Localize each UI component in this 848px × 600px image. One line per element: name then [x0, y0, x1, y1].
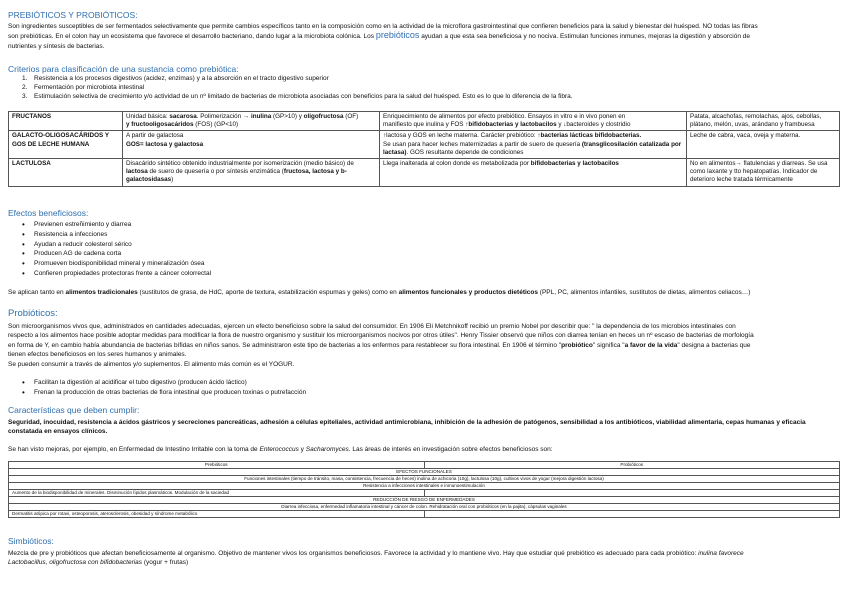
- intro-text: son prebióticas. En el colon hay un ecosistema que favorece el desarrollo bacteriano, dando lugar a la microbiota colónica. Los: [8, 33, 375, 41]
- cell-text: (OF): [343, 113, 359, 120]
- table-cell: No en alimentos→ flatulencias y diarreas. Se usa como laxante y tto hepatopatías. Indicador de deterioro leche tratada térmicamente: [687, 159, 840, 187]
- table-row: [9, 462, 840, 469]
- para-text: . Las áreas de interés en investigación sobre efectos beneficiosos son:: [348, 446, 553, 453]
- research-areas-table: [8, 461, 840, 518]
- cell-text: y ↓bacteroides y clostridio: [556, 121, 631, 129]
- intro-line-1: Son ingredientes susceptibles de ser fermentados selectivamente que permite cambios específicos tanto en la composición como en la actividad de la microflora gastrointestinal que confieren beneficios para la salud y bienestar del huésped. NO todas las fibras: [8, 23, 758, 30]
- table-cell: Leche de cabra, vaca, oveja y materna.: [687, 131, 840, 159]
- table-cell: [380, 159, 687, 187]
- para-text: a favor de la vida: [624, 341, 678, 349]
- table-cell: Diarrea infecciosa, enfermedad inflamatoria intestinal y cáncer de colon. Rehidratación oral con probióticos (en la pajita), cápsulas vaginales: [9, 504, 840, 511]
- table-header: Prebióticos: [9, 462, 425, 469]
- para-text: Mezcla de pre y probióticos que afectan beneficiosamente al organismo. Objetivo de mantener vivos los organismos beneficiosos. Favorece la actividad y lo mantiene vivo. Hay que estudiar qué prebiótico es adecuado para cada probiótico:: [8, 550, 699, 557]
- list-item: • Frenan la producción de otras bacterias de flora intestinal que producen toxinas o putrefacción: [22, 388, 306, 398]
- para-line: [8, 549, 840, 558]
- cell-text: lactosa: [126, 168, 148, 176]
- list-item: • Producen AG de cadena corta: [22, 249, 211, 259]
- cell-text: Unidad básica:: [126, 113, 170, 120]
- effects-heading: Efectos beneficiosos:: [8, 208, 89, 218]
- para-text: Sacharomyces: [305, 446, 349, 453]
- intro-paragraph: [8, 22, 840, 51]
- table-cell: GALACTO-OLIGOSACÁRIDOS Y GOS DE LECHE HUMANA: [9, 131, 123, 159]
- table-row: [9, 483, 840, 490]
- para-text: probiótico: [561, 341, 593, 349]
- cell-text: de suero de quesería o por síntesis enzimática (: [147, 168, 284, 176]
- list-number: 1.: [22, 75, 28, 82]
- table-cell: Aumento de la biodisponibilidad de minerales. Disminución lípidos plasmáticos. Modulación de la saciedad: [9, 490, 425, 497]
- cell-text: manifiesto que inulina y FOS: [383, 121, 466, 129]
- cell-text: ↑bacterias lácticas bifidobacterias.: [537, 132, 642, 140]
- table-row: [9, 497, 840, 504]
- characteristics-heading: Características que deben cumplir:: [8, 405, 140, 415]
- probiotics-heading: Probióticos:: [8, 308, 58, 319]
- para-text: inulina favorece: [698, 550, 744, 557]
- criteria-list: [22, 75, 573, 101]
- list-number: 3.: [22, 92, 28, 100]
- table-header: Probióticos: [424, 462, 840, 469]
- para-text: (sustitutos de grasa, de HdC, aporte de textura, estabilización espumas y geles) como en: [137, 289, 399, 296]
- list-item: • Promueven biodisponibilidad mineral y mineralización ósea: [22, 259, 211, 269]
- intro-text: ayudan a que esta sea beneficiosa y no nociva. Estimulan funciones inmunes, mejoras la digestión y absorción de: [421, 33, 750, 41]
- para-text: (PPL, PC, alimentos infantiles, sustitutos de dietas, alimentos celiacos…): [538, 289, 751, 296]
- table-cell: FRUCTANOS: [9, 112, 123, 131]
- para-text: alimentos funcionales y productos dietéticos: [398, 289, 538, 296]
- table-cell: [123, 131, 380, 159]
- table-cell: EFECTOS FUNCIONALES: [9, 469, 840, 476]
- para-text: " significa ": [592, 341, 625, 349]
- para-text: en forma de Y, en cambio había abundancia de bacterias bífidas en niños sanos. Se administraron este tipo de bacterias a los enfermos para restablecer su flora intestinal. En 1906 el término ": [8, 341, 562, 349]
- table-cell: Dermatitis atópica por rotavi, osteoporosis, aterosclerosis, obesidad y síndrome metabólico: [9, 511, 425, 518]
- para-line: [8, 558, 840, 567]
- cell-text: Se usan para hacer leches maternizadas a partir de suero de quesería: [383, 140, 582, 148]
- cell-text: A partir de galactosa: [126, 132, 184, 140]
- table-cell: Patata, alcachofas, remolachas, ajos, cebollas, plátano, melón, uvas, arándano y frambuesa: [687, 112, 840, 131]
- para-line: Se pueden consumir a través de alimentos y/o suplementos. El alimento más común es el YOGUR.: [8, 360, 295, 368]
- list-item: [22, 93, 573, 102]
- table-cell: LACTULOSA: [9, 159, 123, 187]
- table-cell: [424, 511, 840, 518]
- para-line: Seguridad, inocuidad, resistencia a ácidos gástricos y secreciones pancreáticas, adhesión a células epiteliales, actividad antimicrobiana, inhibición de la adhesión de patógenos, sensibilidad a los antibióticos, viabilidad alimentaria, cepas humanas y eficacia: [8, 419, 806, 426]
- probiotics-paragraph: [8, 322, 840, 369]
- cell-text: Llega inalterada al colon donde es metabolizada por: [383, 160, 531, 168]
- cell-text: (transglicosilación catalizada por lactasa): [383, 140, 682, 156]
- cell-text: (GP>10) y: [271, 113, 304, 120]
- para-text: Se han visto mejoras, por ejemplo, en Enfermedad de Intestino Irritable con la toma de: [8, 446, 260, 453]
- applications-paragraph: [8, 288, 840, 297]
- para-line: constatada en ensayos clínicos.: [8, 428, 108, 436]
- list-text: Estimulación selectiva de crecimiento y/o actividad de un nº limitado de bacterias de microbiota asociadas con beneficios para la salud del huésped. Esto es lo que lo diferencia de la fibra.: [34, 92, 573, 100]
- table-cell: [123, 159, 380, 187]
- list-number: 2.: [22, 83, 28, 91]
- list-text: Resistencia a los procesos digestivos (acidez, enzimas) y a la absorción en el tracto digestivo superior: [34, 75, 329, 82]
- table-row: [9, 504, 840, 511]
- cell-text: inulina: [250, 113, 272, 120]
- list-text: Fermentación por microbiota intestinal: [34, 83, 145, 91]
- table-row: [9, 476, 840, 483]
- cell-text: y fructooligosacáridos: [126, 121, 194, 129]
- characteristics-paragraph: [8, 418, 840, 437]
- para-text: (yogur + frutas): [142, 559, 189, 567]
- para-line: respecto a los alimentos hace posible adoptar medidas para modificar la flora de nuestro organismo y sustituir los microorganismos nocivos por otros útiles". Henry Tissier observó que niños con diarrea tenían en heces un nº escaso de bacterias de morfología: [8, 332, 754, 340]
- probiotics-list: [22, 378, 306, 398]
- cell-text: . Polimerización →: [196, 113, 251, 120]
- table-row: [9, 490, 840, 497]
- cell-text: sacarosa: [169, 113, 197, 120]
- prebiotic-types-table: [8, 111, 840, 187]
- table-cell: REDUCCIÓN DE RIESGO DE ENFERMEDADES: [9, 497, 840, 504]
- table-row: [9, 511, 840, 518]
- para-text: " designa a bacterias que: [677, 341, 751, 349]
- intro-line-2: [8, 31, 840, 41]
- cell-text: (FOS) (GP<10): [193, 121, 239, 129]
- symbiotics-heading: Simbióticos:: [8, 536, 54, 546]
- table-cell: [424, 490, 840, 497]
- cell-text: Disacárido sintético obtenido industrialmente por isomerización (medio básico) de: [126, 160, 354, 168]
- para-text: y: [298, 446, 306, 453]
- cell-text: fructosa, lactosa y b-galactosidasas: [126, 168, 347, 184]
- cell-text: Enriquecimiento de alimentos por efecto prebiótico. Ensayos in vitro e in vivo ponen en: [383, 113, 626, 120]
- ibs-paragraph: [8, 445, 840, 454]
- para-text: Se aplican tanto en: [8, 289, 66, 296]
- criteria-heading: Criterios para clasificación de una sustancia como prebiótica:: [8, 64, 239, 74]
- table-cell: [123, 112, 380, 131]
- cell-text: ↑lactosa y GOS en leche materna. Carácter prebiótico:: [383, 132, 538, 140]
- list-item: [22, 84, 573, 93]
- para-line: [8, 341, 840, 350]
- table-cell: [380, 112, 687, 131]
- list-item: • Resistencia a infecciones: [22, 230, 211, 240]
- table-row: [9, 131, 840, 159]
- cell-text: ): [171, 176, 174, 184]
- cell-text: bifidobacterias y lactobacilos: [530, 160, 619, 168]
- cell-text: GOS= lactosa y galactosa: [126, 140, 204, 148]
- list-item: • Previenen estreñimiento y diarrea: [22, 220, 211, 230]
- table-cell: Funciones intestinales (tiempo de tránsito, masa, consistencia, frecuencia de heces) inulina de achicoria (10g), lactulosa (10g), cultivos vivos de yogur (mejora digestión lactosa): [9, 476, 840, 483]
- table-cell: [380, 131, 687, 159]
- list-item: • Confieren propiedades protectoras frente a cáncer colorrectal: [22, 269, 211, 279]
- cell-text: ↑bifidobacterias y lactobacilos: [465, 121, 557, 129]
- page-title: PREBIÓTICOS Y PROBIÓTICOS:: [8, 10, 138, 20]
- cell-text: oligofructosa: [303, 113, 344, 120]
- list-item: • Ayudan a reducir colesterol sérico: [22, 240, 211, 250]
- table-row: [9, 469, 840, 476]
- para-text: Lactobacillus, oligofructosa con bifidobacterias: [8, 559, 143, 567]
- prebioticos-highlight: prebióticos: [375, 30, 420, 41]
- para-line: tienen efectos beneficiosos en los seres humanos y animales.: [8, 351, 187, 359]
- para-line: Son microorganismos vivos que, administrados en cantidades adecuadas, ejercen un efecto beneficioso sobre la salud del consumidor. En 1906 Eli Metchnikoff recibió un premio Nobel por describir que: " la dependencia de los microbios intestinales con: [8, 323, 736, 330]
- table-cell: Resistencia a infecciones intestinales e inmunoestimulación: [9, 483, 840, 490]
- symbiotics-paragraph: [8, 549, 840, 568]
- table-row: [9, 112, 840, 131]
- intro-line-3: nutrientes y síntesis de bacterias.: [8, 42, 105, 50]
- para-text: alimentos tradicionales: [65, 289, 138, 296]
- list-item: • Facilitan la digestión al acidificar el tubo digestivo (producen ácido láctico): [22, 378, 306, 388]
- table-row: [9, 159, 840, 187]
- cell-text: . GOS resultante depende de condiciones: [406, 148, 524, 156]
- list-item: [22, 75, 573, 84]
- para-text: Enterococcus: [259, 446, 299, 453]
- effects-list: [22, 220, 211, 279]
